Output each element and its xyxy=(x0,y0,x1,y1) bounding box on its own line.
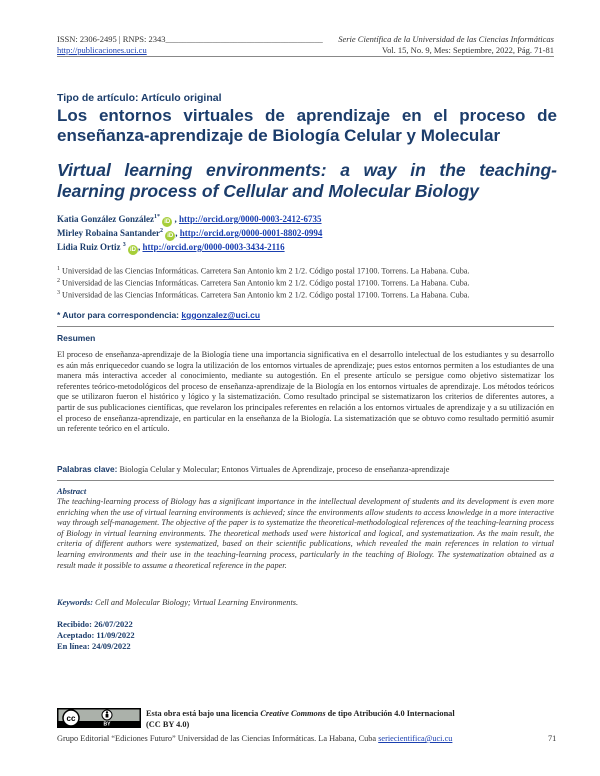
correspondence-email-link[interactable]: kggonzalez@uci.cu xyxy=(181,310,261,320)
orcid-icon[interactable]: iD xyxy=(167,233,174,239)
issn-line: ISSN: 2306-2495 | RNPS: 2343_____________________________________ xyxy=(57,34,323,44)
author-sup: 2 xyxy=(160,228,164,234)
author-name: Lidia Ruiz Ortiz xyxy=(57,242,121,252)
article-type: Tipo de artículo: Artículo original xyxy=(57,92,222,104)
affiliation xyxy=(57,266,469,276)
affiliation-text: Universidad de las Ciencias Informáticas. Carretera San Antonio km 2 1/2. Código postal 17100. Torrens. La Habana. Cuba. xyxy=(62,266,470,276)
journal-url-link[interactable]: http://publicaciones.uci.cu xyxy=(57,45,147,55)
by-badge-text: BY xyxy=(103,721,111,728)
abstract-text: The teaching-learning process of Biology has a significant importance in the intellectual development of students and its development is even more enriching when the use of virtual learning environments is achieved; since the environments allow students to access knowledge in a more interactive way through self-management. The objective of the paper is to systematize the theoretical-methodological references of the teaching-learning process of Biology in virtual learning environments. The theoretical methods used were historical and logical, and systematization. As the main result, the criteria of different authors were systematized, based on their scientific publications, which revealed the main references in relation to virtual learning environments and their use in the teaching-learning process, particularly in the teaching of Biology. The systematization obtained as a result made it possible to assume a theoretical reference in the paper. xyxy=(57,497,554,570)
license-text-post: de tipo Atribución 4.0 Internacional xyxy=(325,709,455,718)
title-spanish: Los entornos virtuales de aprendizaje en el proceso de enseñanza-aprendizaje de Biología Celular y Molecular xyxy=(57,106,557,145)
cc-license-icon xyxy=(57,708,141,728)
author-orcid-link[interactable]: http://orcid.org/0000-0003-3434-2116 xyxy=(142,242,285,252)
author-sup: 3 xyxy=(122,242,126,248)
author-sup: 1* xyxy=(153,214,160,220)
license-line2: (CC BY 4.0) xyxy=(146,720,190,729)
footer xyxy=(57,734,452,743)
keywords-text: Cell and Molecular Biology; Virtual Learning Environments. xyxy=(95,598,299,607)
section-divider xyxy=(57,326,554,327)
affiliation-num: 2 xyxy=(57,278,60,284)
correspondence-label: * Autor para correspondencia: xyxy=(57,310,180,320)
cc-by-badge[interactable] xyxy=(57,708,141,728)
footer-text: Grupo Editorial “Ediciones Futuro” Universidad de las Ciencias Informáticas. La Habana, Cuba xyxy=(57,734,379,743)
author-orcid-link[interactable]: http://orcid.org/0000-0001-8802-0994 xyxy=(179,228,323,238)
affiliation xyxy=(57,278,469,288)
author-row: Katia González González$^{1*}$ iD , http://orcid.org/0000-0003-2412-6735 xyxy=(57,214,322,225)
author-name: Katia González González xyxy=(57,214,154,224)
affiliation-text: Universidad de las Ciencias Informáticas. Carretera San Antonio km 2 1/2. Código postal 17100. Torrens. La Habana. Cuba. xyxy=(62,290,470,300)
affiliation-text: Universidad de las Ciencias Informáticas. Carretera San Antonio km 2 1/2. Código postal 17100. Torrens. La Habana. Cuba. xyxy=(62,278,470,288)
author-name: Mirley Robaina Santander xyxy=(57,228,161,238)
keywords-label: Keywords: xyxy=(57,598,93,607)
section-divider xyxy=(57,480,554,481)
title-english: Virtual learning environments: a way in the teaching-learning process of Cellular and Molecular Biology xyxy=(57,160,557,201)
affiliation-num: 1 xyxy=(57,266,60,272)
abstract-heading: Abstract xyxy=(57,486,87,496)
date-accepted: Aceptado: 11/09/2022 xyxy=(57,630,135,640)
author-row: Lidia Ruiz Ortiz $^3$ iD , http://orcid.org/0000-0003-3434-2116 xyxy=(57,242,285,253)
correspondence xyxy=(57,310,260,320)
orcid-icon[interactable]: iD xyxy=(164,219,171,225)
footer-email-link[interactable]: seriecientifica@uci.cu xyxy=(378,734,453,743)
cc-badge-text: cc xyxy=(66,714,76,723)
page-number: 71 xyxy=(548,734,557,743)
license-text-em: Creative Commons xyxy=(260,709,326,718)
resumen-text: El proceso de enseñanza-aprendizaje de la Biología tiene una importancia significativa en el desarrollo intelectual de los estudiantes y su desarrollo es aún más enriquecedor cuando se logra la utilización de los entornos virtuales de aprendizaje; pues estos entornos permiten a los estudiantes de una manera más interactiva acceder al conocimiento, mediante su autogestión. En el presente artículo se persigue como objetivo sistematizar los referentes teórico-metodológicos del proceso de enseñanza-aprendizaje de la Biología en los entornos virtuales de aprendizaje. Los métodos teóricos que se utilizaron fueron el histórico y lógico y la sistematización. Como resultado principal se sistematizaron los criterios de diferentes autores, a partir de sus publicaciones científicas, que revelaron los principales referentes en relación a los entornos virtuales de aprendizaje y a su utilización en el proceso de enseñanza-aprendizaje, en particular en la enseñanza de la Biología. La sistematización que se obtuvo como resultado permitió asumir un referente teórico en el artículo. xyxy=(57,350,554,434)
affiliation xyxy=(57,290,469,300)
resumen-heading: Resumen xyxy=(57,333,96,343)
date-online: En línea: 24/09/2022 xyxy=(57,641,131,651)
series-title: Serie Científica de la Universidad de las Ciencias Informáticas xyxy=(338,34,554,44)
author-row: Mirley Robaina Santander$^2$ iD , http://orcid.org/0000-0001-8802-0994 xyxy=(57,228,323,239)
license-text-pre: Esta obra está bajo una licencia xyxy=(146,709,261,718)
orcid-icon[interactable]: iD xyxy=(130,247,136,253)
header-divider xyxy=(57,56,554,57)
keywords xyxy=(57,598,298,607)
palabras-clave xyxy=(57,464,449,474)
license-statement xyxy=(146,708,526,730)
palabras-clave-label: Palabras clave: xyxy=(57,464,118,474)
volume-info: Vol. 15, No. 9, Mes: Septiembre, 2022, Pág. 71-81 xyxy=(382,45,554,55)
palabras-clave-text: Biología Celular y Molecular; Entonos Virtuales de Aprendizaje, proceso de enseñanza-aprendizaje xyxy=(119,465,450,474)
date-received: Recibido: 26/07/2022 xyxy=(57,619,133,629)
affiliation-num: 3 xyxy=(57,290,60,296)
author-orcid-link[interactable]: http://orcid.org/0000-0003-2412-6735 xyxy=(178,214,322,224)
